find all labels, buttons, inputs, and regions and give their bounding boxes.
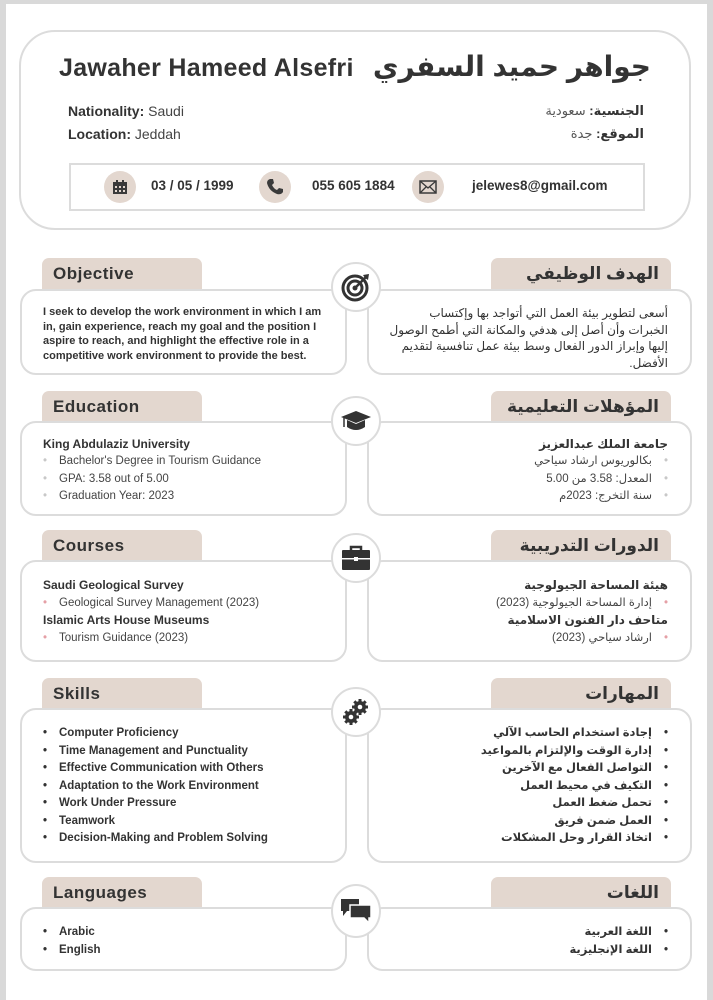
skill-item: • Decision-Making and Problem Solving — [43, 830, 325, 848]
education-list-en — [43, 453, 325, 506]
languages-card-ar — [367, 907, 692, 971]
skill-item: • اتخاذ القرار وحل المشكلات — [389, 830, 668, 848]
course-org: متاحف دار الفنون الاسلامية — [507, 613, 668, 627]
section-title-skills-ar: المهارات — [491, 678, 671, 710]
section-title-education-en: Education — [42, 391, 202, 423]
section-title-education-ar: المؤهلات التعليمية — [491, 391, 671, 423]
education-item: • Bachelor's Degree in Tourism Guidance — [43, 453, 325, 471]
graduation-cap-icon — [331, 396, 381, 446]
section-title-languages-en: Languages — [42, 877, 202, 909]
education-item: • بكالوريوس ارشاد سياحي — [389, 453, 668, 471]
gears-icon — [331, 687, 381, 737]
skill-item: • Time Management and Punctuality — [43, 743, 325, 761]
section-title-skills-en: Skills — [42, 678, 202, 710]
skills-card-ar — [367, 708, 692, 863]
institution-ar: جامعة الملك عبدالعزيز — [539, 437, 668, 451]
envelope-icon — [412, 171, 444, 203]
languages-list-en — [22, 909, 345, 959]
name-arabic: جواهر حميد السفري — [372, 51, 651, 82]
skills-list-ar — [369, 710, 690, 848]
education-card-ar — [367, 421, 692, 516]
location-ar — [571, 126, 644, 142]
skill-item: • التكيف في محيط العمل — [389, 778, 668, 796]
section-title-courses-en: Courses — [42, 530, 202, 562]
phone-icon — [259, 171, 291, 203]
briefcase-icon — [331, 533, 381, 583]
nationality-value: Saudi — [148, 103, 184, 119]
course-list — [43, 595, 325, 613]
course-item: • إدارة المساحة الجيولوجية (2023) — [389, 595, 668, 613]
language-item: • English — [43, 942, 325, 960]
course-org: Saudi Geological Survey — [43, 578, 184, 592]
nationality-value-ar: سعودية — [545, 103, 586, 118]
skill-item: • إدارة الوقت والإلتزام بالمواعيد — [389, 743, 668, 761]
skill-item: • Work Under Pressure — [43, 795, 325, 813]
nationality-label: Nationality: — [68, 103, 145, 119]
education-item: • المعدل: 3.58 من 5.00 — [389, 471, 668, 489]
location-label-ar: الموقع: — [596, 126, 644, 141]
education-item: • GPA: 3.58 out of 5.00 — [43, 471, 325, 489]
language-item: • اللغة العربية — [389, 924, 668, 942]
name-english: Jawaher Hameed Alsefri — [59, 54, 354, 82]
contact-bar — [69, 163, 645, 211]
section-title-courses-ar: الدورات التدريبية — [491, 530, 671, 562]
skill-item: • Effective Communication with Others — [43, 760, 325, 778]
courses-card-ar — [367, 560, 692, 662]
phone-number[interactable]: 055 605 1884 — [312, 178, 395, 193]
nationality-en — [68, 103, 184, 119]
email-address[interactable]: jelewes8@gmail.com — [472, 178, 608, 193]
language-item: • Arabic — [43, 924, 325, 942]
skill-item: • Adaptation to the Work Environment — [43, 778, 325, 796]
course-list — [389, 630, 668, 648]
chat-bubbles-icon — [331, 884, 381, 938]
objective-card-en — [20, 289, 347, 375]
course-item: • ارشاد سياحي (2023) — [389, 630, 668, 648]
course-org: هيئة المساحة الجيولوجية — [524, 578, 668, 592]
languages-list-ar — [369, 909, 690, 959]
skill-item: • Teamwork — [43, 813, 325, 831]
nationality-ar — [545, 103, 644, 119]
skill-item: • العمل ضمن فريق — [389, 813, 668, 831]
skill-item: • Computer Proficiency — [43, 725, 325, 743]
section-title-languages-ar: اللغات — [491, 877, 671, 909]
nationality-label-ar: الجنسية: — [589, 103, 644, 118]
course-list — [43, 630, 325, 648]
courses-card-en — [20, 560, 347, 662]
education-card-en — [20, 421, 347, 516]
resume-header — [19, 30, 691, 230]
section-title-objective-ar: الهدف الوظيفي — [491, 258, 671, 290]
education-item: • سنة التخرج: 2023م — [389, 488, 668, 506]
target-icon — [331, 262, 381, 312]
objective-card-ar — [367, 289, 692, 375]
course-item: • Tourism Guidance (2023) — [43, 630, 325, 648]
objective-text-ar: أسعى لتطوير بيئة العمل التي أتواجد بها وإكتساب الخبرات وأن أصل إلى هدفي والمكانة التي أطمح الوصول إليها وإبراز الدور الفعال وسط بيئة عمل تنافسية لتقديم الأفضل. — [389, 306, 668, 370]
course-org: Islamic Arts House Museums — [43, 613, 210, 627]
language-item: • اللغة الإنجليزية — [389, 942, 668, 960]
course-item: • Geological Survey Management (2023) — [43, 595, 325, 613]
skill-item: • تحمل ضغط العمل — [389, 795, 668, 813]
location-value-ar: جدة — [570, 126, 593, 141]
location-value: Jeddah — [134, 126, 181, 142]
birthdate: 03 / 05 / 1999 — [151, 178, 234, 193]
skills-list-en — [22, 710, 345, 848]
section-title-objective-en: Objective — [42, 258, 202, 290]
institution-en: King Abdulaziz University — [43, 437, 190, 451]
skill-item: • إجادة استخدام الحاسب الآلي — [389, 725, 668, 743]
education-item: • Graduation Year: 2023 — [43, 488, 325, 506]
calendar-icon — [104, 171, 136, 203]
location-en — [68, 126, 181, 142]
skill-item: • التواصل الفعال مع الآخرين — [389, 760, 668, 778]
languages-card-en — [20, 907, 347, 971]
objective-text-en: I seek to develop the work environment in which I am in, gain experience, reach my goal and the position I aspire to reach, and highlight the effective role in a competitive work environment to provide the best. — [43, 306, 322, 362]
skills-card-en — [20, 708, 347, 863]
education-list-ar — [389, 453, 668, 506]
location-label: Location: — [68, 126, 131, 142]
course-list — [389, 595, 668, 613]
